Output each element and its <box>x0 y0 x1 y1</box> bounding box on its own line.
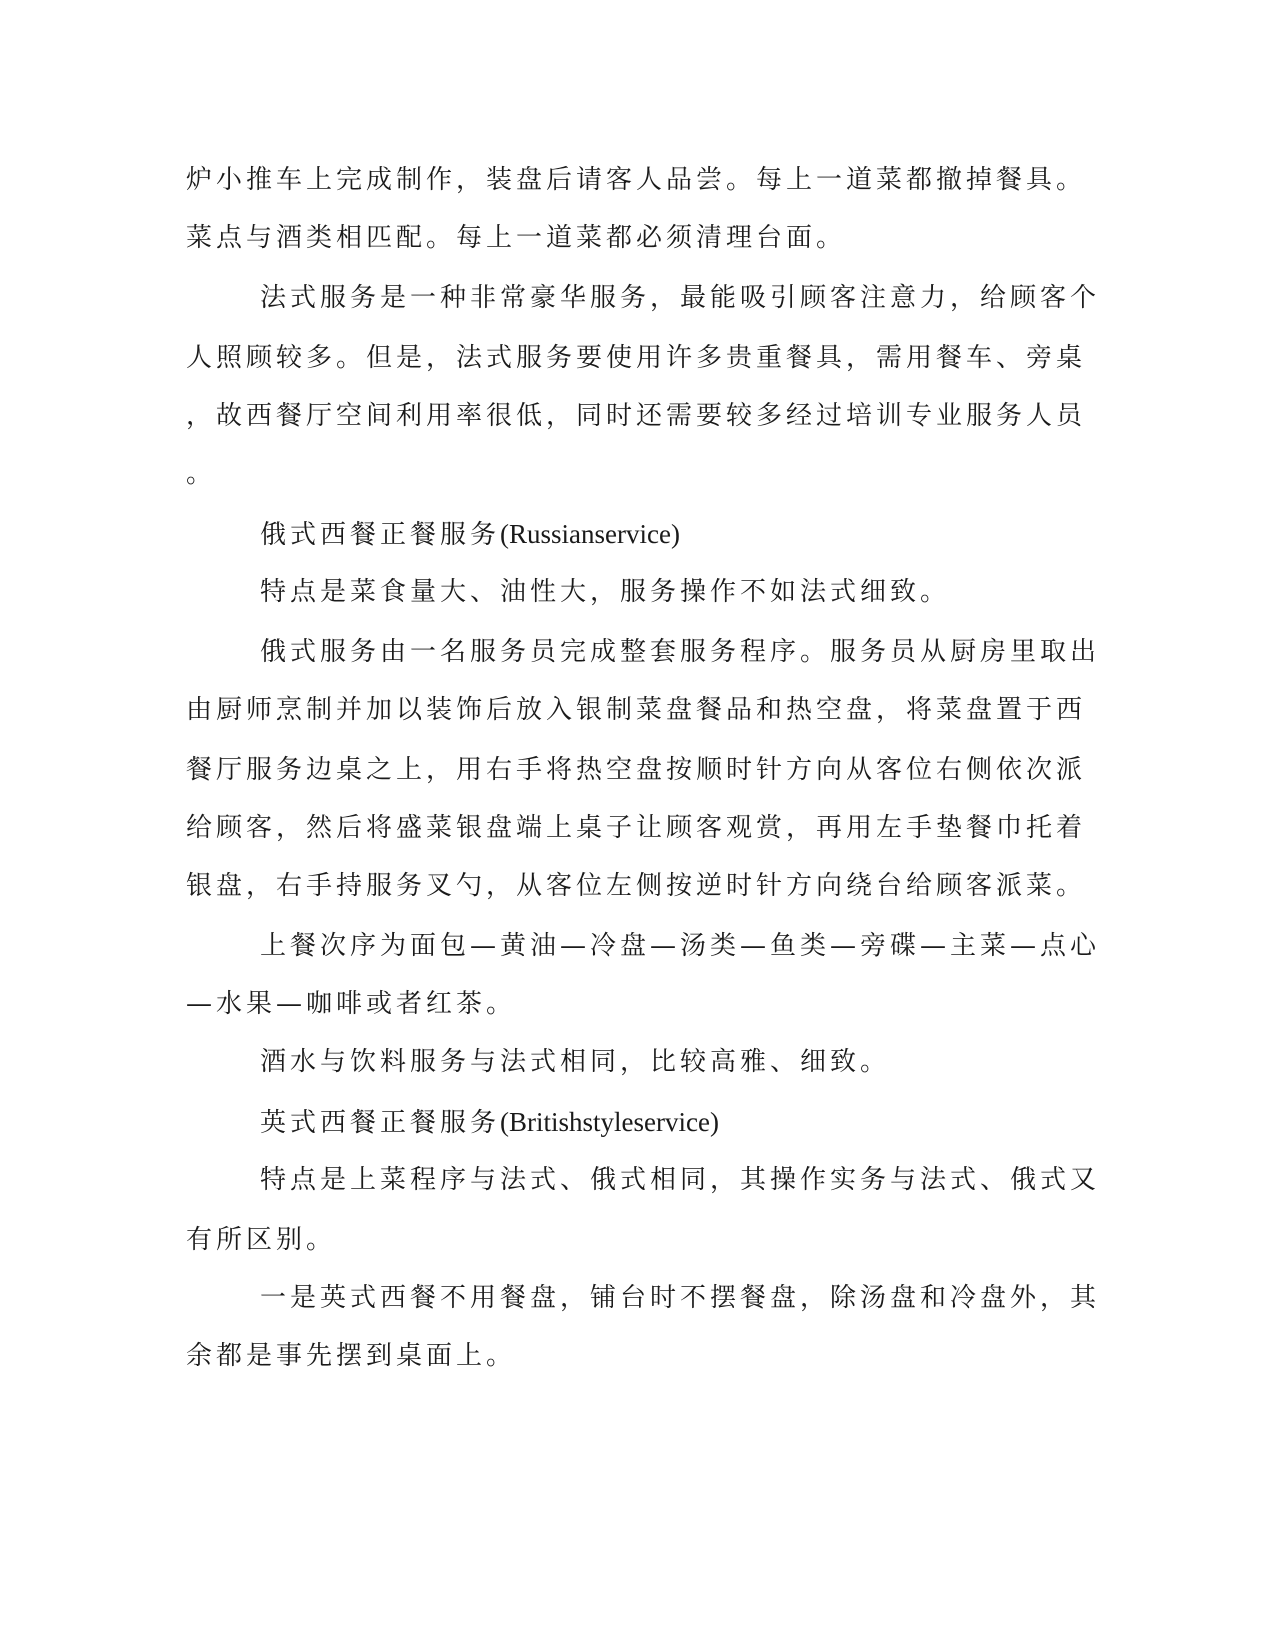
text-line: 菜点与酒类相匹配。每上一道菜都必须清理台面。 <box>186 223 847 253</box>
text-line: 餐厅服务边桌之上，用右手将热空盘按顺时针方向从客位右侧依次派 <box>186 755 1087 785</box>
text-line: 由厨师烹制并加以装饰后放入银制菜盘餐品和热空盘，将菜盘置于西 <box>186 695 1087 725</box>
heading-text: 俄式西餐正餐服务 <box>260 520 501 550</box>
section-heading-russian-service <box>260 514 1140 554</box>
paragraph-first-line: 上餐次序为面包—黄油—冷盘—汤类—鱼类—旁碟—主菜—点心 <box>260 931 1101 961</box>
paragraph-first-line: 俄式服务由一名服务员完成整套服务程序。服务员从厨房里取出 <box>260 637 1101 667</box>
heading-text: 英式西餐正餐服务 <box>260 1108 501 1138</box>
text-line: —水果—咖啡或者红茶。 <box>186 989 517 1019</box>
text-line: 银盘，右手持服务叉勺，从客位左侧按逆时针方向绕台给顾客派菜。 <box>186 871 1087 901</box>
heading-english: (Russianservice) <box>500 519 680 549</box>
text-line: 。 <box>186 459 217 489</box>
text-line: 余都是事先摆到桌面上。 <box>186 1341 517 1371</box>
text-line: 有所区别。 <box>186 1225 337 1255</box>
text-line: 人照顾较多。但是，法式服务要使用许多贵重餐具，需用餐车、旁桌 <box>186 343 1087 373</box>
heading-english: (Britishstyleservice) <box>500 1107 719 1137</box>
paragraph-first-line: 法式服务是一种非常豪华服务，最能吸引顾客注意力，给顾客个 <box>260 283 1101 313</box>
paragraph-first-line: 酒水与饮料服务与法式相同，比较高雅、细致。 <box>260 1047 891 1077</box>
text-line: 给顾客，然后将盛菜银盘端上桌子让顾客观赏，再用左手垫餐巾托着 <box>186 813 1087 843</box>
paragraph-first-line: 特点是上菜程序与法式、俄式相同，其操作实务与法式、俄式又 <box>260 1165 1101 1195</box>
paragraph-first-line: 一是英式西餐不用餐盘，铺台时不摆餐盘，除汤盘和冷盘外，其 <box>260 1283 1101 1313</box>
section-heading-british-service <box>260 1102 1140 1142</box>
text-line: 炉小推车上完成制作，装盘后请客人品尝。每上一道菜都撤掉餐具。 <box>186 165 1087 195</box>
text-line: ，故西餐厅空间利用率很低，同时还需要较多经过培训专业服务人员 <box>186 401 1087 431</box>
paragraph-first-line: 特点是菜食量大、油性大，服务操作不如法式细致。 <box>260 577 951 607</box>
